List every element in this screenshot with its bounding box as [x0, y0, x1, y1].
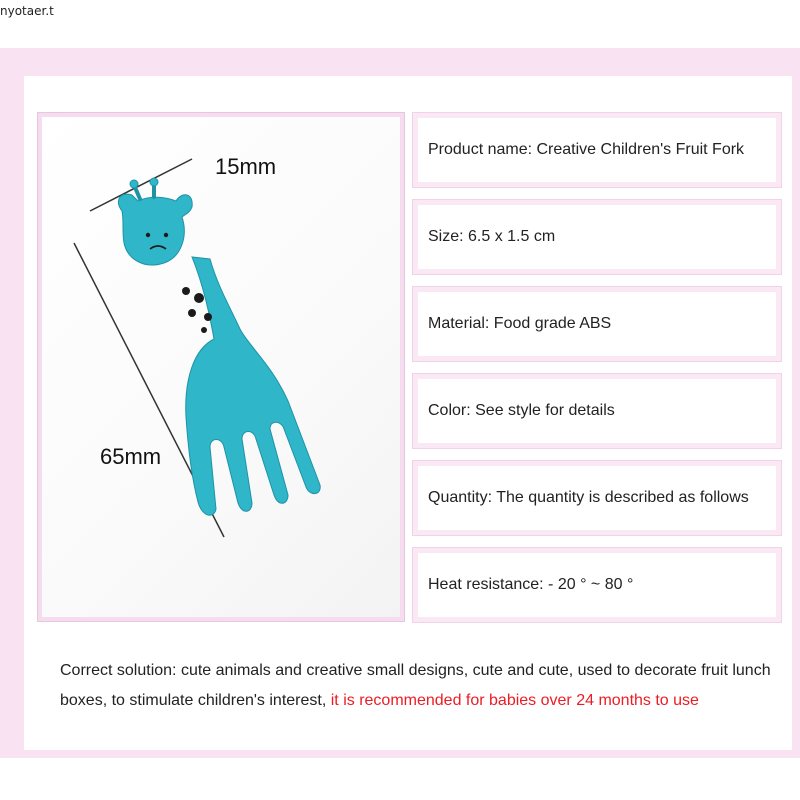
spec-row-material	[412, 286, 782, 362]
spec-row-color	[412, 373, 782, 449]
product-photo	[42, 117, 400, 617]
spec-row-product-name	[412, 112, 782, 188]
width-label: 15mm	[215, 154, 277, 179]
length-label: 65mm	[100, 444, 162, 469]
spec-row-heat-resistance	[412, 547, 782, 623]
giraffe-fork-image	[42, 117, 400, 617]
watermark-text: nyotaer.t	[0, 4, 54, 18]
spec-row-quantity	[412, 460, 782, 536]
spec-row-size	[412, 199, 782, 275]
spec-quantity: Quantity: The quantity is described as follows	[418, 466, 776, 530]
age-warning-text: it is recommended for babies over 24 months to use	[330, 692, 699, 709]
spec-color: Color: See style for details	[418, 379, 776, 443]
description-text: Correct solution: cute animals and creative small designs, cute and cute, used to decorate fruit lunch boxes, to stimulate children's interest,	[60, 662, 771, 709]
fork-shape	[182, 257, 320, 515]
spec-size: Size: 6.5 x 1.5 cm	[418, 205, 776, 269]
product-description	[60, 656, 780, 716]
spec-material: Material: Food grade ABS	[418, 292, 776, 356]
spec-heat-resistance: Heat resistance: - 20 ° ~ 80 °	[418, 553, 776, 617]
spec-product-name: Product name: Creative Children's Fruit Fork	[418, 118, 776, 182]
